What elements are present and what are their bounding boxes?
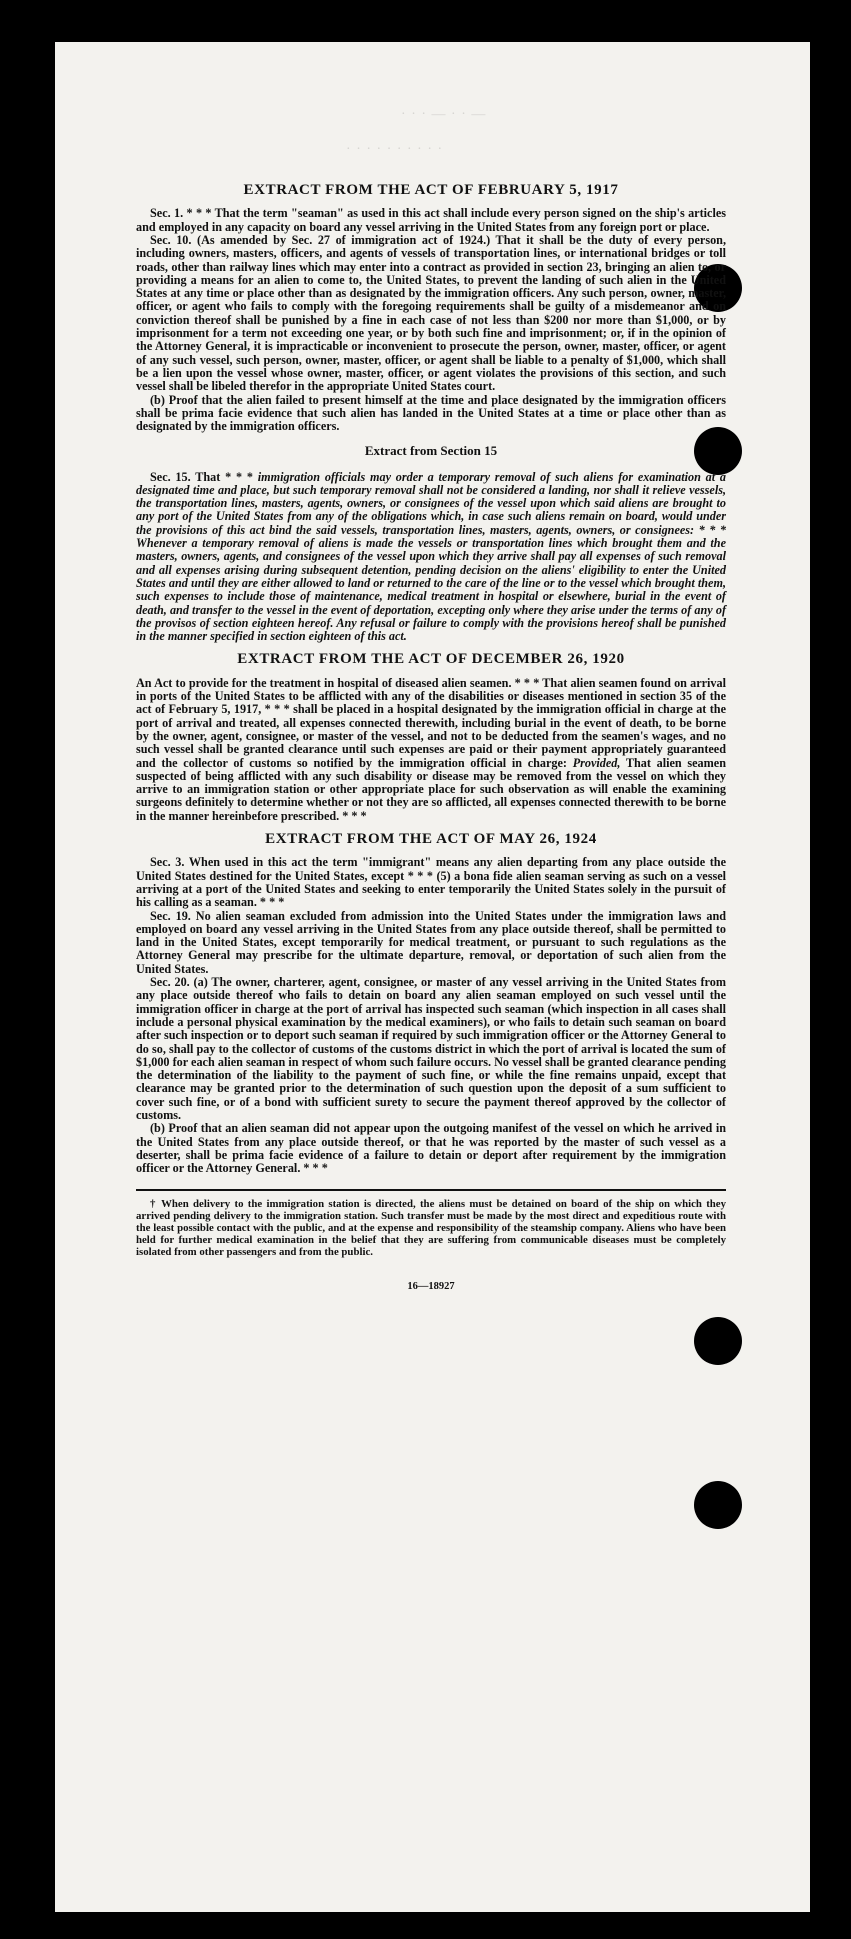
paragraph: Sec. 10. (As amended by Sec. 27 of immigration act of 1924.) That it shall be the duty of every person, including owners, masters, officers, and agents of vessels of transportation lines, or international bridges or toll roads, other than railway lines which may enter into a contract as provided in section 23, bringing an alien to, or providing a means for an alien to come to, the United States, to prevent the landing of such alien in the United States at any time or place other than as designated by the immigration officers. Any such person, owner, master, officer, or agent who fails to comply with the foregoing requirements shall be guilty of a misdemeanor and on conviction thereof shall be punished by a fine in each case of not less than $200 nor more than $1,000, or by imprisonment for a term not exceeding one year, or by both such fine and imprisonment; or, if in the opinion of the Attorney General, it is impracticable or inconvenient to prosecute the person, owner, master, officer, or agent of any such vessel, such person, owner, master, officer, or agent shall be liable to a penalty of $1,000, which shall be a lien upon the vessel whose owner, master, officer, or agent violates the provisions of this section, and such vessel shall be libeled therefor in the appropriate United States court.	[136, 232, 726, 394]
section-heading: EXTRACT FROM THE ACT OF MAY 26, 1924	[265, 831, 597, 848]
binder-hole	[694, 1317, 742, 1365]
binder-hole	[694, 1481, 742, 1529]
section-heading: Extract from Section 15	[364, 443, 498, 459]
paragraph: (b) Proof that the alien failed to present himself at the time and place designated by the immigration officers shall be prima facie evidence that such alien has landed in the United States at a time or place other than as designated by the immigration officers.	[136, 392, 726, 434]
italic-text: immigration officials may order a temporary removal of such aliens for examination at a designated time and place, but such temporary removal shall not be considered a landing, nor shall it relieve vessels, the transportation lines, masters, agents, owners, or consignees of the vessel upon which said aliens are brought to any port of the United States from any of the obligations which, in case such aliens remain on board, would under the provisions of this act bind the said vessels, transportation lines, masters, agents, owners, or consignees: * * * Whenever a temporary removal of aliens is made the vessels or transportation lines which brought them and the masters, owners, agents, and consignees of the vessel upon which they arrive shall pay all expenses of such removal and all expenses arising during subsequent detention, pending decision on the aliens' eligibility to enter the United States and until they are either allowed to land or returned to the care of the line or to the vessel which brought them, such expenses to include those of maintenance, medical treatment in hospital or elsewhere, burial in the event of death, and transfer to the vessel in the event of deportation, excepting only where they arise under the terms of any of the provisos of section eighteen hereof. Any refusal or failure to comply with the provisions hereof shall be punished in the manner specified in section eighteen of this act.	[136, 469, 726, 644]
paragraph-text: That alien seamen suspected of being afflicted with any such disability or disease may be removed from the vessel on which they arrive to an immigration station or other appropriate place for such observation as will enable the examining surgeons definitely to determine whether or not they are so afflicted, all expenses connected therewith to be borne in the manner hereinbefore prescribed. * * *	[136, 755, 726, 823]
paragraph	[136, 471, 726, 644]
section-heading: EXTRACT FROM THE ACT OF DECEMBER 26, 1920	[237, 651, 625, 668]
paragraph: Sec. 19. No alien seaman excluded from admission into the United States under the immigration laws and employed on board any vessel arriving in the United States from any place outside thereof, shall be permitted to land in the United States, except temporarily for medical treatment, or pursuant to such regulations as the Attorney General may prescribe for the ultimate departure, removal, or deportation of such alien from the United States.	[136, 908, 726, 976]
bleed-through-text: · · · · · · · · · ·	[345, 142, 443, 157]
paragraph-text: An Act to provide for the treatment in hospital of diseased alien seamen. * * * That alien seamen found on arrival in ports of the United States to be afflicted with any of the disabilities or diseases mentioned in section 35 of the act of February 5, 1917, * * * shall be placed in a hospital designated by the immigration official in charge at the port of arrival and treated, all expenses connected therewith, including burial in the event of death, to be borne by the owner, agent, consignee, or master of the vessel, and not to be deducted from the seamen's wages, and no such vessel shall be granted clearance until such expenses are paid or their payment appropriately guaranteed and the collector of customs so notified by the immigration official in charge:	[136, 675, 726, 770]
paragraph: Sec. 1. * * * That the term "seaman" as used in this act shall include every person signed on the ship's articles and employed in any capacity on board any vessel arriving in the United States from any foreign port or place.	[136, 206, 726, 234]
section-heading: EXTRACT FROM THE ACT OF FEBRUARY 5, 1917	[243, 182, 619, 198]
document-body	[136, 182, 726, 1292]
italic-text: Provided,	[572, 755, 621, 770]
bleed-through-text: — · · — · · ·	[400, 107, 486, 122]
paragraph: Sec. 3. When used in this act the term "immigrant" means any alien departing from any place outside the United States destined for the United States, except * * * (5) a bona fide alien seaman serving as such on a vessel arriving at a port of the United States and seeking to enter temporarily the United States solely in the pursuit of his calling as a seaman. * * *	[136, 855, 726, 910]
form-code: 16—18927	[407, 1280, 455, 1292]
footnote: † When delivery to the immigration station is directed, the aliens must be detained on board of the ship on which they arrived pending delivery to the immigration station. Such transfer must be made by the most direct and expeditious route with the least possible contact with the public, and at the expense and responsibility of the steamship company. Aliens who have been held for further medical examination in the belief that they are suffering from communicable diseases must be completely isolated from other passengers and from the public.	[136, 1198, 726, 1258]
paragraph	[136, 677, 726, 823]
paragraph: (b) Proof that an alien seaman did not appear upon the outgoing manifest of the vessel on which he arrived in the United States from any place outside thereof, or that he was reported by the master of such vessel as a deserter, shall be prima facie evidence of a failure to detain or deport after requirement by the immigration officer or the Attorney General. * * *	[136, 1121, 726, 1176]
paragraph: Sec. 20. (a) The owner, charterer, agent, consignee, or master of any vessel arriving in the United States from any place outside thereof who fails to detain on board any alien seaman employed on such vessel until the immigration officer in charge at the port of arrival has inspected such seaman (which inspection in all cases shall include a personal physical examination by the medical examiners), or who fails to detain such seaman on board after such inspection or to deport such seaman if required by such immigration officer or the Attorney General to do so, shall pay to the collector of customs of the customs district in which the port of arrival is located the sum of $1,000 for each alien seaman in respect of whom such failure occurs. No vessel shall be granted clearance pending the determination of the liability to the payment of such fine, or while the fine remains unpaid, except that clearance may be granted prior to the determination of such question upon the deposit of a sum sufficient to cover such fine, or of a bond with sufficient surety to secure the payment thereof approved by the collector of customs.	[136, 975, 726, 1122]
footnote-divider	[136, 1189, 726, 1191]
paragraph-lead: Sec. 15. That * * *	[150, 469, 258, 484]
